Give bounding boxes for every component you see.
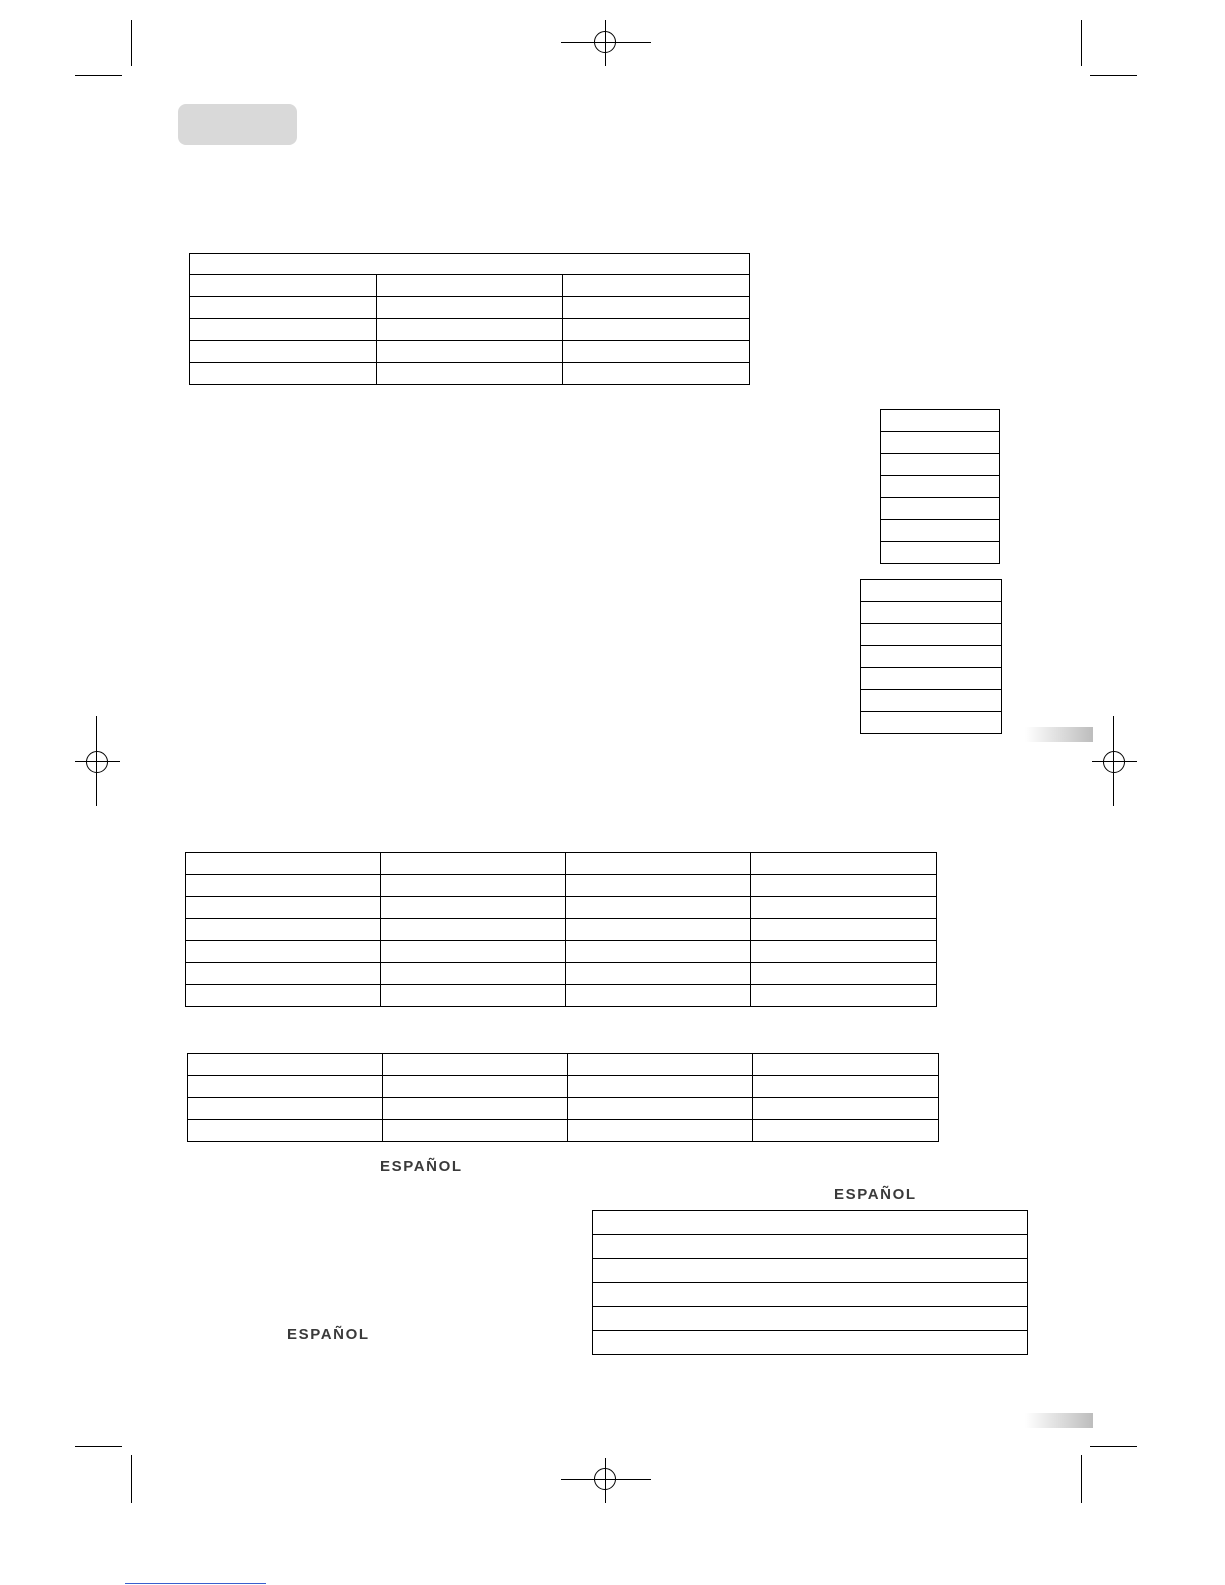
table-cell <box>751 963 937 985</box>
language-label-3: ESPAÑOL <box>287 1326 370 1343</box>
table-cell <box>381 897 566 919</box>
table-cell <box>383 1098 568 1120</box>
table-cell <box>186 919 381 941</box>
table-cell <box>861 580 1002 602</box>
table-cell <box>188 1098 383 1120</box>
table-cell <box>593 1211 1028 1235</box>
table-cell <box>376 297 563 319</box>
table-cell <box>381 985 566 1007</box>
language-label-2: ESPAÑOL <box>834 1186 917 1203</box>
table-cell <box>593 1235 1028 1259</box>
table-cell <box>881 476 1000 498</box>
bottom-right-table <box>592 1210 1028 1355</box>
table-cell <box>381 941 566 963</box>
table-cell <box>186 985 381 1007</box>
table-cell <box>190 275 377 297</box>
table-cell <box>751 985 937 1007</box>
table-cell <box>593 1331 1028 1355</box>
table-cell <box>383 1076 568 1098</box>
table-cell <box>751 853 937 875</box>
table-cell <box>566 941 751 963</box>
middle-table <box>185 852 937 1007</box>
table-cell <box>566 919 751 941</box>
table-cell <box>190 341 377 363</box>
table-cell <box>381 963 566 985</box>
table-cell <box>188 1120 383 1142</box>
table-cell <box>881 454 1000 476</box>
bottom-link-underline <box>125 1583 266 1584</box>
lower-table <box>187 1053 939 1142</box>
table-cell <box>593 1283 1028 1307</box>
table-cell <box>861 690 1002 712</box>
table-cell <box>190 363 377 385</box>
table-cell <box>383 1120 568 1142</box>
table-cell <box>861 624 1002 646</box>
section-tab <box>178 104 297 145</box>
language-label-1: ESPAÑOL <box>380 1158 463 1175</box>
table-cell <box>751 919 937 941</box>
table-cell <box>563 363 750 385</box>
table-cell <box>753 1120 939 1142</box>
table-cell <box>566 875 751 897</box>
top-table <box>189 253 750 385</box>
table-cell <box>563 319 750 341</box>
table-cell <box>566 853 751 875</box>
table-cell <box>881 432 1000 454</box>
table-cell <box>566 963 751 985</box>
table-cell <box>861 712 1002 734</box>
table-cell <box>186 963 381 985</box>
table-cell <box>190 297 377 319</box>
side-marker-lower <box>1025 1413 1093 1428</box>
table-cell <box>881 520 1000 542</box>
table-cell <box>190 319 377 341</box>
table-cell <box>861 602 1002 624</box>
table-cell <box>186 941 381 963</box>
right-table-1 <box>880 409 1000 564</box>
table-cell <box>753 1054 939 1076</box>
table-cell <box>753 1098 939 1120</box>
table-cell <box>188 1054 383 1076</box>
table-cell <box>568 1076 753 1098</box>
table-cell <box>593 1259 1028 1283</box>
table-cell <box>186 875 381 897</box>
table-cell <box>566 985 751 1007</box>
table-cell <box>753 1076 939 1098</box>
table-cell <box>861 646 1002 668</box>
table-cell <box>376 341 563 363</box>
table-cell <box>563 297 750 319</box>
table-cell <box>881 542 1000 564</box>
table-cell <box>568 1054 753 1076</box>
side-marker-upper <box>1025 727 1093 742</box>
right-table-2 <box>860 579 1002 734</box>
table-cell <box>186 897 381 919</box>
table-cell <box>593 1307 1028 1331</box>
table-cell <box>563 275 750 297</box>
table-cell <box>881 410 1000 432</box>
table-cell <box>188 1076 383 1098</box>
table-cell <box>751 897 937 919</box>
table-cell <box>861 668 1002 690</box>
table-cell <box>383 1054 568 1076</box>
table-cell <box>568 1098 753 1120</box>
table-cell <box>381 853 566 875</box>
table-cell <box>566 897 751 919</box>
table-cell <box>751 941 937 963</box>
table-cell <box>381 919 566 941</box>
table-cell <box>881 498 1000 520</box>
table-cell <box>376 363 563 385</box>
table-cell <box>376 275 563 297</box>
table-cell <box>568 1120 753 1142</box>
table-cell <box>376 319 563 341</box>
table-cell <box>751 875 937 897</box>
table-cell <box>381 875 566 897</box>
table-cell <box>186 853 381 875</box>
table-cell <box>563 341 750 363</box>
table-cell <box>190 254 750 275</box>
